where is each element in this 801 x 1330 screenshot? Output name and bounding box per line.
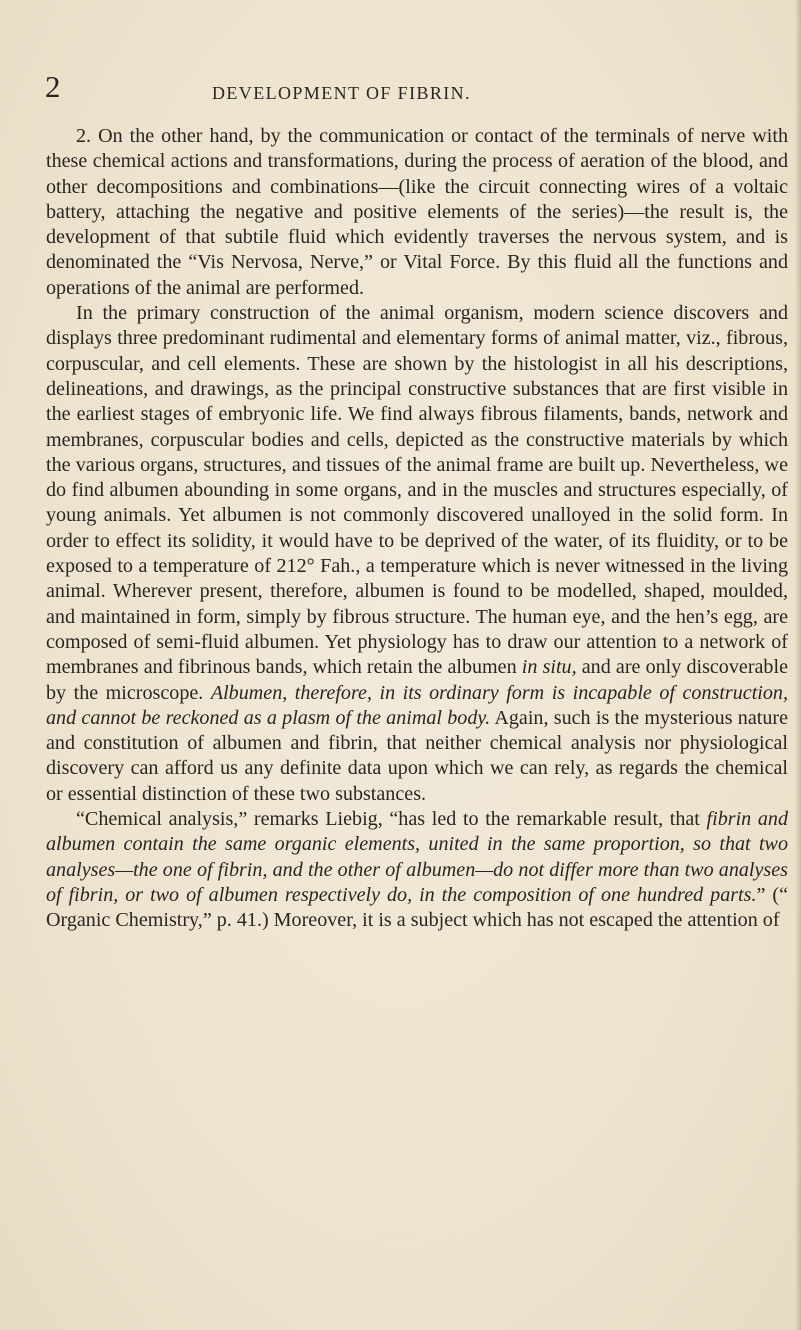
paragraph-1 — [46, 124, 788, 301]
paragraph-2-text-start: In the primary construction of the animal organism, modern science discovers and displays three predominant rudimental and elementary forms of animal matter, viz., fibrous, corpuscular, and cell elements. These are shown by the histologist in all his descriptions, delineations, and drawings, as the principal constructive substances that are first visible in the earliest stages of embryonic life. We find always fibrous filaments, bands, network and membranes, corpuscular bodies and cells, depicted as the constructive materials by which the various organs, structures, and tissues of the animal frame are built up. Nevertheless, we do find albumen abounding in some organs, and in the muscles and structures especially, of young animals. Yet albumen is not commonly discovered unalloyed in the solid form. In order to effect its solidity, it would have to be deprived of the water, of its fluidity, or to be exposed to a temperature of 212° Fah., a temperature which is never witnessed in the living animal. Wherever present, therefore, albumen is found to be modelled, shaped, moulded, and maintained in form, simply by fibrous structure. The human eye, and the hen’s egg, are composed of semi-fluid albumen. Yet physiology has to draw our attention to a network of membranes and fibrinous bands, which retain the albumen — [46, 302, 788, 679]
paragraph-3-text-end: ” (“ Organic Chemistry,” p. 41.) Moreover, it is a subject which has not escaped the attention of — [46, 883, 788, 932]
paragraph-2-text-middle: and are only discoverable by the microscope. — [46, 656, 788, 704]
paragraph-3 — [46, 807, 788, 933]
paragraph-3-italic-quote: fibrin and albumen contain the same organic elements, united in the same proportion, so that two analyses—the one of fibrin, and the other of albumen—do not differ more than two analyses of fibrin, or two of albumen respectively do, in the composition of one hundred parts. — [46, 808, 789, 906]
paragraph-2-italic-albumen: Albumen, therefore, in its ordinary form is incapable of construction, and cannot be reckoned as a plasm of the animal body. — [46, 681, 788, 729]
paragraph-2-italic-in-situ: in situ, — [521, 656, 577, 679]
paragraph-1-text: 2. On the other hand, by the communication or contact of the terminals of nerve with these chemical actions and transformations, during the process of aeration of the blood, and other decompositions and combinations—(like the circuit connecting wires of a voltaic battery, attaching the negative and positive elements of the series)—the result is, the development of that subtile fluid which evidently traverses the nervous system, and is denominated the “Vis Nervosa, Nerve,” or Vital Force. By this fluid all the functions and operations of the animal are performed. — [46, 125, 788, 299]
paragraph-3-text-start: “Chemical analysis,” remarks Liebig, “has led to the remarkable result, that — [76, 808, 707, 831]
page-number: 2 — [45, 69, 61, 104]
page-edge-shadow — [795, 0, 801, 1330]
running-head: DEVELOPMENT OF FIBRIN. — [212, 83, 471, 103]
page-header — [0, 69, 801, 108]
paragraph-2 — [46, 301, 788, 807]
body-text — [46, 124, 788, 934]
paragraph-2-text-end: Again, such is the mysterious nature and constitution of albumen and fibrin, that neither chemical analysis nor physiological discovery can afford us any definite data upon which we can rely, as regards the chemical or essential distinction of these two substances. — [46, 706, 788, 805]
